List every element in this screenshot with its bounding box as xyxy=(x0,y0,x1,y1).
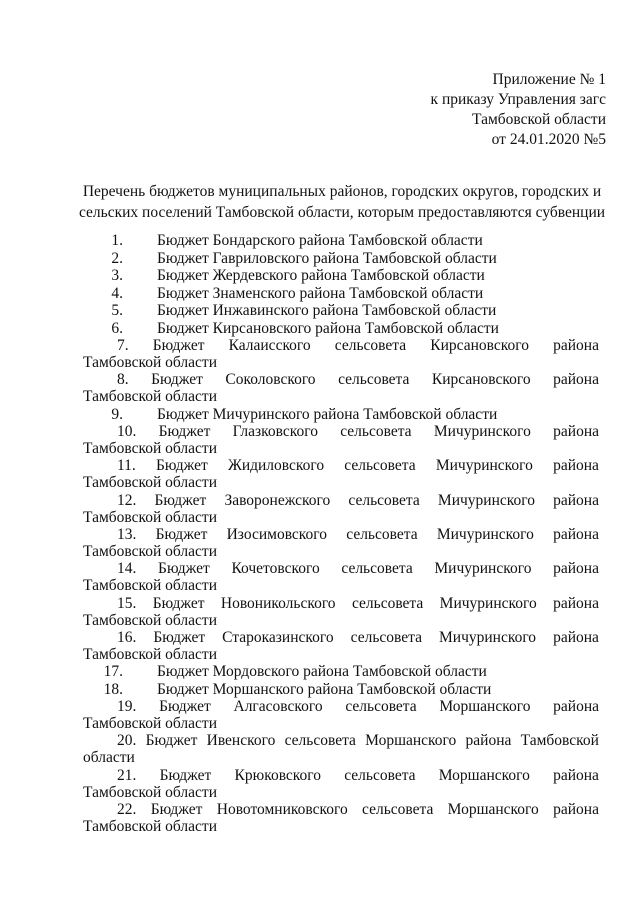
list-item-word: Мичуринского xyxy=(439,628,537,646)
list-item xyxy=(83,595,599,629)
list-item-word: Ивенского xyxy=(206,732,276,750)
list-item-continuation: Тамбовской области xyxy=(83,715,217,733)
budget-list xyxy=(83,232,599,835)
list-item-word: Бюджет xyxy=(158,560,210,578)
list-item xyxy=(83,267,599,285)
list-item-first-line xyxy=(83,492,599,509)
list-item-number: 20. xyxy=(117,732,137,750)
list-item-word: Мичуринского xyxy=(437,491,535,509)
list-item-word: Моршанского xyxy=(447,801,539,819)
list-item-word: района xyxy=(553,525,599,543)
list-item-word: сельсовета xyxy=(334,337,407,354)
list-item-word: Изосимовского xyxy=(226,525,328,543)
list-item-first-line xyxy=(83,337,599,354)
list-item xyxy=(83,767,599,801)
list-item-word: Бюджет xyxy=(153,628,206,646)
list-item-number: 15. xyxy=(117,594,137,612)
list-item-word: Крюковского xyxy=(234,766,322,784)
list-item xyxy=(83,302,599,320)
list-item-number: 4. xyxy=(111,284,123,302)
list-item-text: Бюджет Бондарского района Тамбовской области xyxy=(157,232,483,249)
list-item xyxy=(83,457,599,491)
list-item-word: Калаисского xyxy=(228,337,311,354)
list-item-word: Мичуринского xyxy=(433,423,531,441)
list-item-first-line xyxy=(83,371,599,388)
list-item-first-line xyxy=(83,732,599,749)
list-item xyxy=(83,526,599,560)
list-item-number: 2. xyxy=(111,249,123,267)
list-item xyxy=(83,681,599,699)
list-item-word: Мичуринского xyxy=(439,594,537,612)
list-item-word: района xyxy=(553,594,599,612)
list-item-word: Бюджет xyxy=(159,698,211,716)
list-item-word: Бюджет xyxy=(150,801,203,819)
list-item xyxy=(83,285,599,303)
list-item-number: 21. xyxy=(117,766,137,784)
list-item-number: 19. xyxy=(117,698,137,716)
list-item-number: 9. xyxy=(111,405,123,423)
list-item-word: Мичуринского xyxy=(435,457,533,475)
list-item-word: района xyxy=(553,560,599,578)
list-item-word: Кирсановского xyxy=(430,337,529,354)
list-item-word: района xyxy=(553,423,599,441)
list-item-word: Бюджет xyxy=(159,766,212,784)
list-item-word: Бюджет xyxy=(145,732,198,750)
list-item-number: 13. xyxy=(117,525,137,543)
list-item xyxy=(83,371,599,405)
list-item-number: 5. xyxy=(111,302,123,319)
list-item-word: района xyxy=(553,628,599,646)
list-item-continuation: Тамбовской области xyxy=(83,577,217,595)
list-item-word: Новотомниковского xyxy=(216,801,348,819)
list-item-text: Бюджет Мордовского района Тамбовской области xyxy=(157,663,487,681)
list-item-word: сельсовета xyxy=(284,732,356,750)
list-item-word: района xyxy=(465,732,512,750)
list-item-first-line xyxy=(83,629,599,646)
list-item-word: Новоникольского xyxy=(220,594,336,612)
list-item-number: 12. xyxy=(117,491,137,509)
list-item-word: Бюджет xyxy=(152,337,205,354)
list-item-number: 7. xyxy=(117,337,129,354)
list-item xyxy=(83,560,599,594)
list-item-word: Бюджет xyxy=(156,457,208,475)
list-item-word: района xyxy=(553,491,599,509)
list-item-number: 18. xyxy=(103,680,123,698)
list-item-word: сельсовета xyxy=(344,457,416,475)
list-item-word: сельсовета xyxy=(362,801,434,819)
list-item-first-line xyxy=(83,423,599,440)
list-item-word: сельсовета xyxy=(348,491,420,509)
list-item-word: Мичуринского xyxy=(434,560,532,578)
list-item-word: Кочетовского xyxy=(231,560,320,578)
list-item xyxy=(83,423,599,457)
list-item xyxy=(83,663,599,681)
list-item xyxy=(83,406,599,424)
document-title xyxy=(78,181,606,223)
list-item-word: Мичуринского xyxy=(436,525,534,543)
list-item-continuation: Тамбовской области xyxy=(83,354,217,371)
list-item xyxy=(83,250,599,268)
list-item xyxy=(83,320,599,338)
list-item-number: 3. xyxy=(111,267,123,284)
list-item-word: района xyxy=(553,698,599,716)
list-item-continuation: Тамбовской области xyxy=(83,388,217,406)
list-item-first-line xyxy=(83,457,599,474)
list-item-number: 17. xyxy=(103,663,123,681)
list-item-first-line xyxy=(83,526,599,543)
list-item-word: Бюджет xyxy=(154,491,207,509)
list-item-word: Моршанского xyxy=(438,766,530,784)
list-item-word: Бюджет xyxy=(158,423,211,441)
list-item-number: 6. xyxy=(111,319,123,337)
list-item-number: 16. xyxy=(117,628,137,646)
list-item-word: района xyxy=(553,371,599,389)
list-item-word: сельсовета xyxy=(345,698,417,716)
list-item xyxy=(83,337,599,371)
list-item-word: Бюджет xyxy=(155,525,208,543)
list-item-continuation: области xyxy=(83,749,135,767)
list-item-word: Глазковского xyxy=(232,423,318,441)
list-item-word: Соколовского xyxy=(225,371,316,389)
appendix-number: Приложение № 1 xyxy=(492,71,606,88)
list-item-word: сельсовета xyxy=(350,628,422,646)
list-item-word: Бюджет xyxy=(151,371,203,389)
list-item-text: Бюджет Инжавинского района Тамбовской области xyxy=(157,302,497,319)
list-item xyxy=(83,629,599,663)
list-item-word: сельсовета xyxy=(340,423,412,441)
list-item xyxy=(83,232,599,250)
list-item-word: сельсовета xyxy=(351,594,424,612)
list-item-continuation: Тамбовской области xyxy=(83,440,217,458)
list-item-word: Алгасовского xyxy=(233,698,323,716)
list-item-word: Жидиловского xyxy=(227,457,325,475)
list-item-word: Тамбовской xyxy=(520,732,599,750)
list-item-text: Бюджет Знаменского района Тамбовской области xyxy=(157,284,484,302)
list-item-first-line xyxy=(83,698,599,715)
list-item-word: сельсовета xyxy=(346,525,418,543)
order-reference: к приказу Управления загс xyxy=(430,91,606,108)
list-item-continuation: Тамбовской области xyxy=(83,645,217,663)
appendix-header xyxy=(431,70,606,150)
title-line-2: сельских поселений Тамбовской области, которым предоставляются субвенции xyxy=(78,204,606,221)
list-item-first-line xyxy=(83,767,599,784)
list-item xyxy=(83,492,599,526)
list-item-word: сельсовета xyxy=(341,560,413,578)
list-item-word: Моршанского xyxy=(365,732,457,750)
order-date: от 24.01.2020 №5 xyxy=(491,131,606,148)
list-item-word: Кирсановского xyxy=(431,371,531,389)
title-line-1: Перечень бюджетов муниципальных районов, городских округов, городских и xyxy=(82,183,602,200)
order-region: Тамбовской области xyxy=(472,111,606,128)
list-item-number: 14. xyxy=(117,560,137,578)
list-item-continuation: Тамбовской области xyxy=(83,783,217,801)
list-item-word: Староказинского xyxy=(222,628,334,646)
list-item-continuation: Тамбовской области xyxy=(83,474,217,492)
list-item-number: 1. xyxy=(111,232,123,249)
list-item-text: Бюджет Моршанского района Тамбовской области xyxy=(157,680,492,698)
list-item-word: сельсовета xyxy=(338,371,410,389)
list-item-word: района xyxy=(553,766,599,784)
list-item-word: района xyxy=(553,801,599,819)
list-item-first-line xyxy=(83,560,599,577)
list-item-continuation: Тамбовской области xyxy=(83,818,217,836)
list-item-continuation: Тамбовской области xyxy=(83,542,217,560)
list-item xyxy=(83,732,599,766)
list-item xyxy=(83,801,599,835)
list-item-word: района xyxy=(553,457,599,475)
list-item-continuation: Тамбовской области xyxy=(83,611,217,629)
list-item-continuation: Тамбовской области xyxy=(83,508,217,526)
list-item-number: 10. xyxy=(117,423,137,441)
list-item-number: 22. xyxy=(117,801,137,819)
list-item-number: 11. xyxy=(117,457,136,475)
list-item-first-line xyxy=(83,595,599,612)
list-item-text: Бюджет Гавриловского района Тамбовской области xyxy=(157,249,497,267)
list-item-word: Заворонежского xyxy=(224,491,331,509)
list-item-word: района xyxy=(553,337,599,354)
list-item-text: Бюджет Жердевского района Тамбовской области xyxy=(157,267,485,284)
list-item-word: сельсовета xyxy=(344,766,416,784)
list-item-text: Бюджет Кирсановского района Тамбовской области xyxy=(157,319,499,337)
list-item-word: Бюджет xyxy=(152,594,205,612)
list-item-text: Бюджет Мичуринского района Тамбовской области xyxy=(157,405,498,423)
list-item-first-line xyxy=(83,801,599,818)
list-item-word: Моршанского xyxy=(439,698,531,716)
list-item-number: 8. xyxy=(117,371,129,389)
list-item xyxy=(83,698,599,732)
